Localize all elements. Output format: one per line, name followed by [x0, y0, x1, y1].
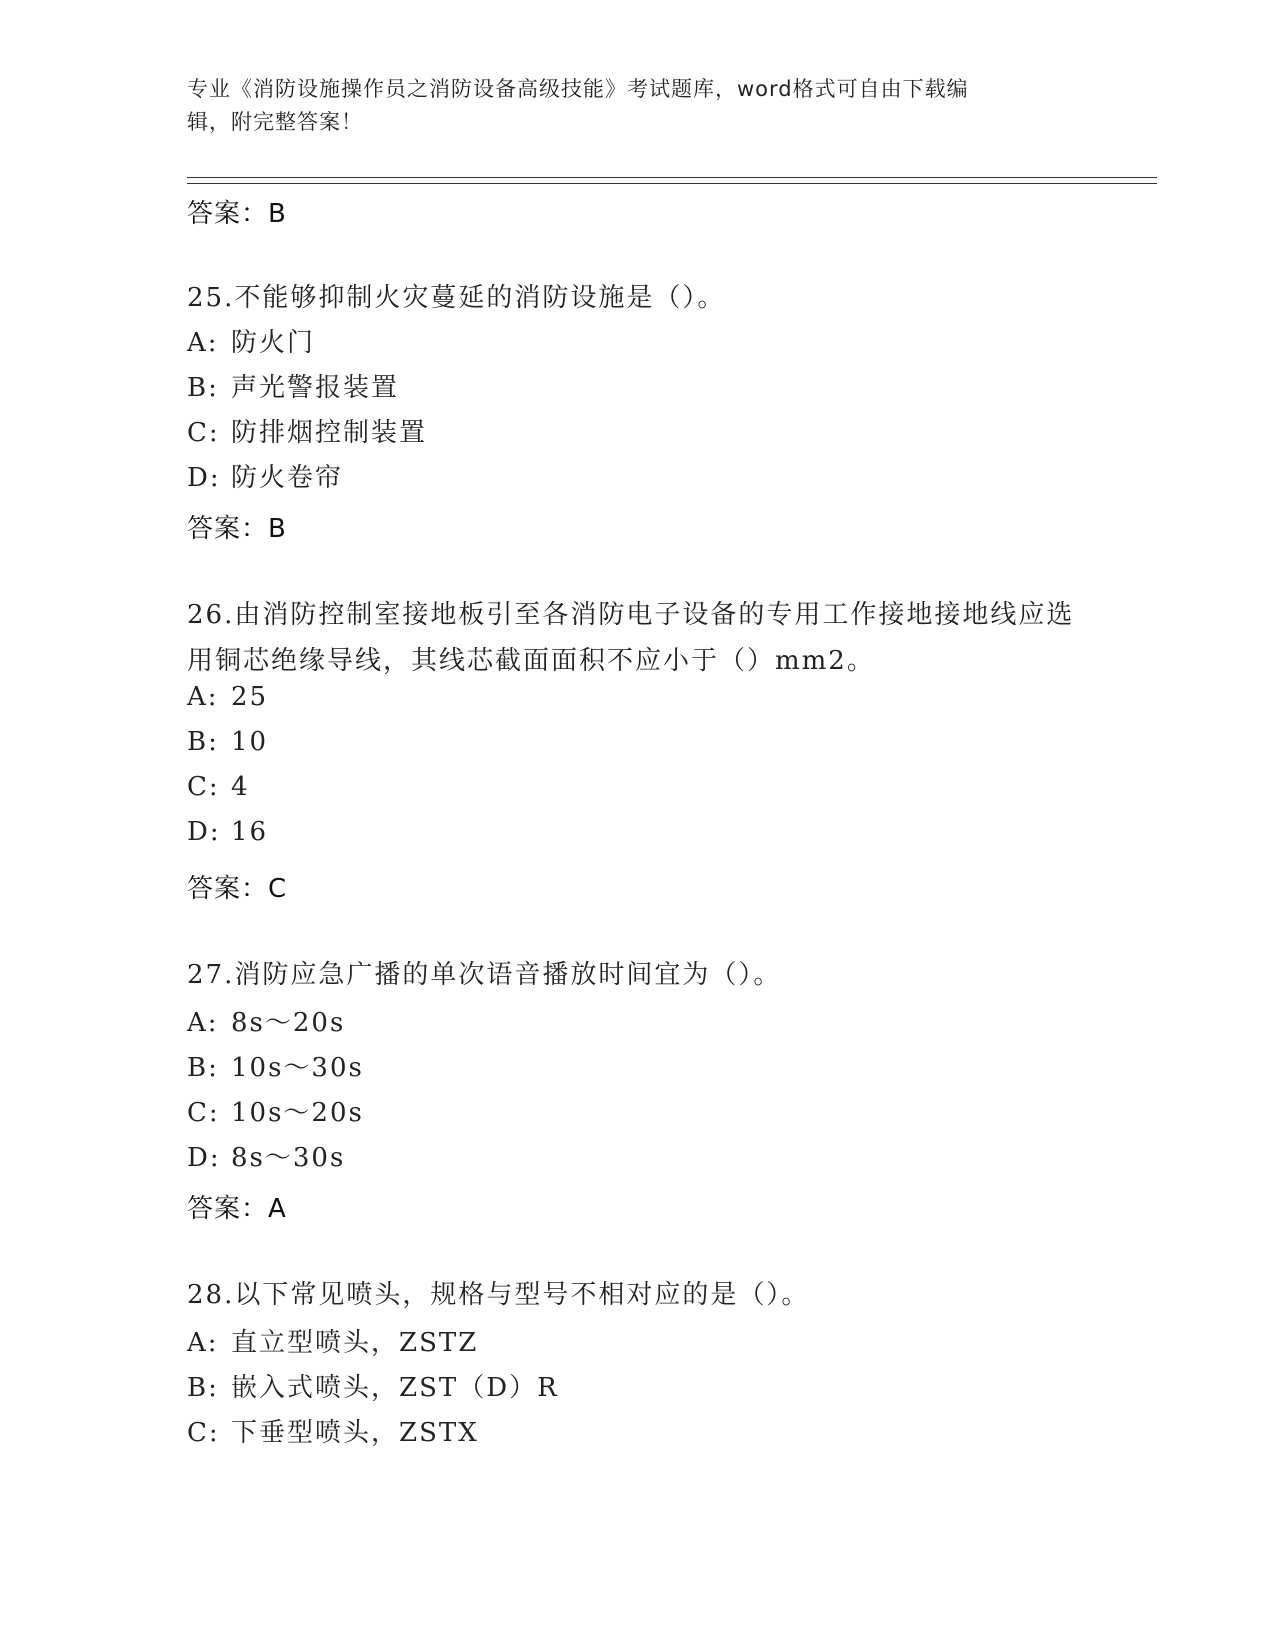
- document-header: [187, 73, 1067, 139]
- option-b: [187, 1367, 559, 1404]
- option-text: 防排烟控制装置: [231, 418, 428, 448]
- option-a: [187, 1322, 478, 1359]
- option-key: C:: [187, 1418, 220, 1448]
- option-key: C:: [187, 772, 220, 802]
- option-text: 直立型喷头，ZSTZ: [231, 1328, 479, 1358]
- question-stem: 28.以下常见喷头，规格与型号不相对应的是（）。: [187, 1280, 810, 1310]
- option-d: [187, 1137, 345, 1174]
- option-key: B:: [187, 1053, 219, 1083]
- option-c: [187, 412, 427, 449]
- option-b: [187, 727, 268, 757]
- answer-line: 答案：C: [187, 874, 288, 904]
- option-text: 嵌入式喷头，ZST（D）R: [231, 1373, 559, 1403]
- option-text: 10s～30s: [231, 1053, 364, 1083]
- option-key: A:: [187, 328, 219, 358]
- option-c: [187, 772, 250, 802]
- option-text: 防火门: [231, 328, 316, 358]
- option-text: 下垂型喷头，ZSTX: [231, 1418, 479, 1448]
- option-b: [187, 1047, 364, 1084]
- option-text: 16: [231, 817, 269, 847]
- option-text: 8s～20s: [231, 1008, 346, 1038]
- option-a: [187, 682, 268, 712]
- option-key: C:: [187, 1098, 220, 1128]
- option-text: 防火卷帘: [231, 463, 344, 493]
- option-text: 声光警报装置: [231, 373, 400, 403]
- header-divider-bottom: [187, 183, 1157, 184]
- option-key: B:: [187, 727, 219, 757]
- header-line-2: 辑，附完整答案！: [187, 110, 363, 134]
- option-key: C:: [187, 418, 220, 448]
- answer-line: 答案：A: [187, 1194, 287, 1224]
- option-key: B:: [187, 373, 219, 403]
- option-c: [187, 1412, 479, 1449]
- option-key: A:: [187, 682, 219, 712]
- option-text: 10: [231, 727, 269, 757]
- question-stem: 27.消防应急广播的单次语音播放时间宜为（）。: [187, 960, 782, 990]
- option-d: [187, 457, 343, 494]
- option-key: A:: [187, 1328, 219, 1358]
- option-key: D:: [187, 817, 221, 847]
- option-key: B:: [187, 1373, 219, 1403]
- option-text: 4: [231, 772, 250, 802]
- option-text: 8s～30s: [231, 1143, 346, 1173]
- option-key: D:: [187, 463, 221, 493]
- option-a: [187, 322, 315, 359]
- option-d: [187, 817, 268, 847]
- header-line-1: 专业《消防设施操作员之消防设备高级技能》考试题库，word格式可自由下载编: [187, 77, 969, 101]
- option-key: A:: [187, 1008, 219, 1038]
- question-stem: 25.不能够抑制火灾蔓延的消防设施是（）。: [187, 283, 726, 313]
- option-key: D:: [187, 1143, 221, 1173]
- answer-line: 答案：B: [187, 199, 287, 229]
- question-stem: 26.由消防控制室接地板引至各消防电子设备的专用工作接地接地线应选用铜芯绝缘导线，其线芯截面面积不应小于（）mm2。: [187, 600, 1075, 676]
- option-c: [187, 1092, 364, 1129]
- option-text: 10s～20s: [231, 1098, 364, 1128]
- option-text: 25: [231, 682, 269, 712]
- header-divider-top: [187, 177, 1157, 178]
- option-b: [187, 367, 399, 404]
- answer-line: 答案：B: [187, 514, 287, 544]
- option-a: [187, 1002, 345, 1039]
